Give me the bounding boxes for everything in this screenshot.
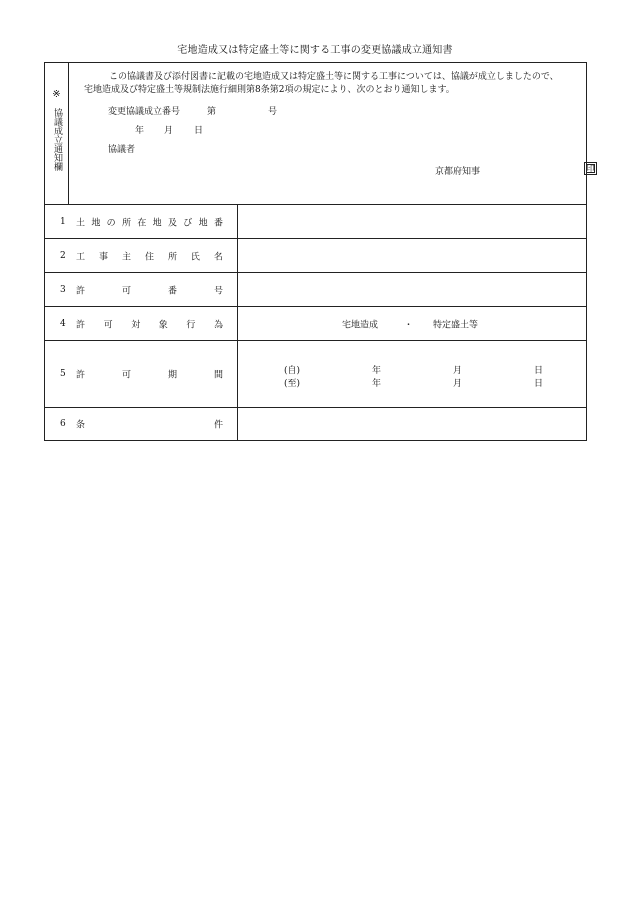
label-char: 条 [76, 420, 86, 431]
table-row-location [45, 205, 586, 239]
option-separator: ・ [404, 320, 414, 330]
label-char: 及 [167, 218, 177, 228]
label-char: 地 [91, 218, 101, 228]
row-label-owner [76, 249, 223, 262]
period-from-year: 年 [372, 366, 382, 376]
agreement-number-prefix: 第 [207, 107, 217, 117]
period-to-year: 年 [372, 379, 382, 389]
label-char: 地 [152, 218, 162, 228]
conditions-field[interactable] [238, 408, 586, 440]
label-char: 可 [103, 320, 113, 330]
label-char: 所 [121, 218, 131, 228]
form-table [44, 62, 595, 441]
row-label-cell [45, 307, 238, 340]
row-label-permit-target [76, 317, 223, 330]
label-char: 主 [121, 252, 131, 262]
row-number: 4 [60, 318, 66, 329]
date-month: 月 [164, 126, 174, 136]
notice-paragraph-line1: この協議書及び添付図書に記載の宅地造成又は特定盛土等に関する工事については、協議が成立しましたので、 [109, 72, 559, 82]
row-number: 2 [60, 250, 66, 261]
row-label-conditions [76, 418, 223, 431]
party-label: 協議者 [108, 145, 136, 155]
table-row-permit-target [45, 307, 586, 341]
agreement-number-suffix: 号 [268, 107, 278, 117]
row-label-cell [45, 408, 238, 440]
label-char: 番 [167, 286, 177, 296]
table-row-permit-number [45, 273, 586, 307]
label-char: 所 [167, 252, 177, 262]
row-number: 3 [60, 284, 66, 295]
label-char: 許 [76, 286, 86, 296]
notice-body [69, 63, 595, 204]
label-char: 可 [121, 370, 131, 381]
period-to-month: 月 [453, 379, 463, 389]
label-char: 象 [158, 320, 168, 330]
period-from-label: (自) [284, 366, 301, 376]
row-number: 1 [60, 216, 66, 227]
label-char: 土 [76, 218, 86, 228]
period-from-month: 月 [453, 366, 463, 376]
label-char: 氏 [190, 252, 200, 262]
row-label-permit-period [76, 368, 223, 381]
notice-paragraph-line2: 宅地造成及び特定盛土等規制法施行細則第8条第2項の規定により、次のとおり通知します。 [84, 85, 455, 95]
label-char: び [183, 218, 193, 228]
issuer-name: 京都府知事 [435, 167, 481, 177]
period-to-label: (至) [284, 379, 301, 389]
notice-side-label: 協議成立通知欄 [52, 108, 62, 171]
label-char: 号 [213, 286, 223, 296]
option-land-development[interactable]: 宅地造成 [342, 320, 379, 330]
row-label-cell [45, 341, 238, 407]
label-char: 名 [213, 252, 223, 262]
period-from-day: 日 [534, 366, 544, 376]
label-char: 可 [121, 286, 131, 296]
label-char: 住 [144, 252, 154, 262]
row-label-cell [45, 239, 238, 272]
form-title: 宅地造成又は特定盛土等に関する工事の変更協議成立通知書 [177, 45, 453, 56]
label-char: 工 [76, 252, 86, 262]
owner-field[interactable] [238, 239, 586, 272]
permit-target-field [238, 307, 586, 340]
row-label-cell [45, 205, 238, 238]
notice-side-column [45, 63, 69, 204]
label-char: 間 [213, 370, 223, 381]
date-year: 年 [135, 126, 145, 136]
label-char: 番 [213, 218, 223, 228]
label-char: の [106, 218, 116, 228]
agreement-number-label: 変更協議成立番号 [108, 107, 181, 117]
permit-period-field[interactable] [238, 341, 586, 407]
note-mark: ※ [52, 89, 61, 100]
table-row-owner [45, 239, 586, 273]
label-char: 期 [167, 370, 177, 381]
row-label-cell [45, 273, 238, 306]
row-number: 6 [60, 419, 66, 429]
row-label-location [76, 215, 223, 228]
row-label-permit-number [76, 283, 223, 296]
option-specified-fill[interactable]: 特定盛土等 [433, 320, 479, 330]
label-char: 許 [76, 370, 86, 381]
seal-mark: 印 [584, 162, 597, 175]
label-char: 対 [131, 320, 141, 330]
label-char: 行 [186, 320, 196, 330]
table-row-permit-period [45, 341, 586, 408]
label-char: 事 [98, 252, 108, 262]
row-number: 5 [60, 369, 66, 379]
label-char: 地 [198, 218, 208, 228]
period-to-day: 日 [534, 379, 544, 389]
notice-section [45, 63, 595, 205]
location-field[interactable] [238, 205, 586, 238]
label-char: 件 [213, 420, 223, 431]
table-row-conditions [45, 408, 586, 440]
date-day: 日 [194, 126, 204, 136]
label-char: 許 [76, 320, 86, 330]
permit-number-field[interactable] [238, 273, 586, 306]
label-char: 為 [213, 320, 223, 330]
label-char: 在 [137, 218, 147, 228]
